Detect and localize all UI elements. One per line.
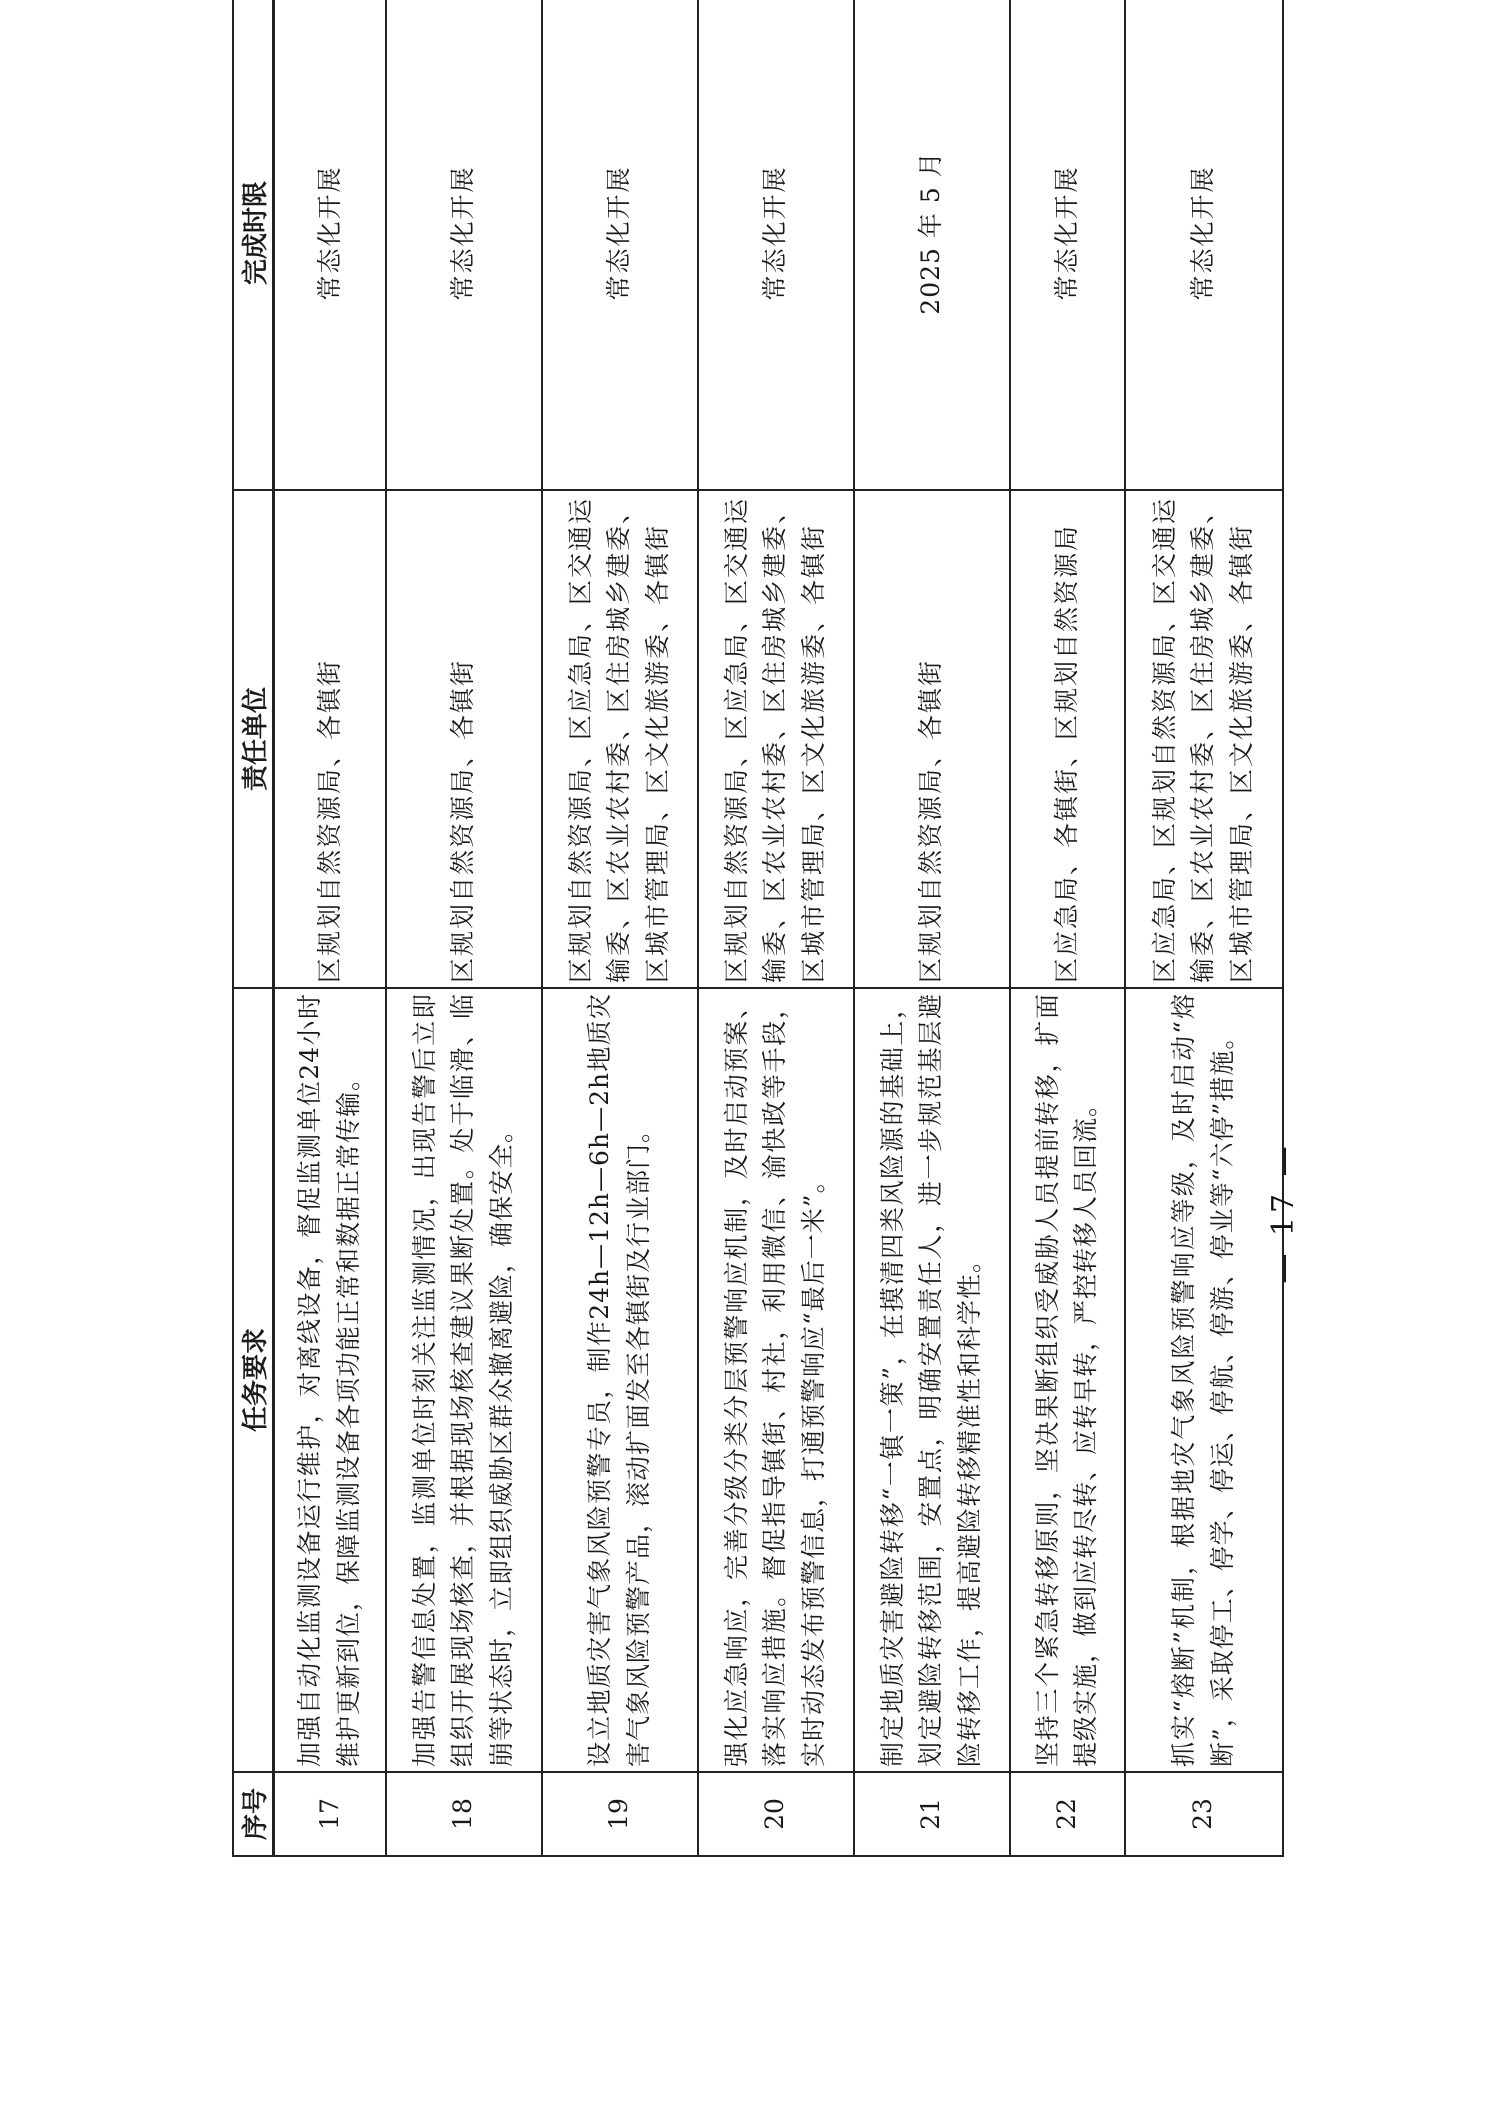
responsible-unit: 区规划自然资源局、各镇街 xyxy=(274,490,386,988)
task-requirement: 加强自动化监测设备运行维护，对离线设备，督促监测单位24小时维护更新到位，保障监测设备各项功能正常和数据正常传输。 xyxy=(274,988,386,1772)
completion-deadline: 常态化开展 xyxy=(1125,0,1283,490)
row-number: 17 xyxy=(274,1772,386,1856)
responsible-unit: 区应急局、各镇街、区规划自然资源局 xyxy=(1010,490,1125,988)
row-number: 18 xyxy=(386,1772,542,1856)
table-row xyxy=(274,0,386,1856)
row-number: 23 xyxy=(1125,1772,1283,1856)
task-requirement: 抓实“熔断”机制，根据地灾气象风险预警响应等级，及时启动“熔断”，采取停工、停学、停运、停航、停游、停业等“六停”措施。 xyxy=(1125,988,1283,1772)
row-number: 20 xyxy=(698,1772,854,1856)
task-requirement: 强化应急响应，完善分级分类分层预警响应机制，及时启动预案、落实响应措施。督促指导镇街、村社，利用微信、渝快政等手段，实时动态发布预警信息，打通预警响应“最后一米”。 xyxy=(698,988,854,1772)
row-number: 19 xyxy=(542,1772,698,1856)
task-table xyxy=(232,0,1284,1857)
table-row xyxy=(386,0,542,1856)
completion-deadline: 常态化开展 xyxy=(542,0,698,490)
page-number: — 17 — xyxy=(1266,1142,1301,1284)
header-unit: 责任单位 xyxy=(233,490,274,988)
responsible-unit: 区规划自然资源局、区应急局、区交通运输委、区农业农村委、区住房城乡建委、区城市管理局、区文化旅游委、各镇街 xyxy=(698,490,854,988)
responsible-unit: 区规划自然资源局、各镇街 xyxy=(854,490,1010,988)
completion-deadline: 常态化开展 xyxy=(274,0,386,490)
row-number: 21 xyxy=(854,1772,1010,1856)
completion-deadline: 常态化开展 xyxy=(1010,0,1125,490)
responsible-unit: 区应急局、区规划自然资源局、区交通运输委、区农业农村委、区住房城乡建委、区城市管理局、区文化旅游委、各镇街 xyxy=(1125,490,1283,988)
completion-deadline: 常态化开展 xyxy=(698,0,854,490)
task-requirement: 设立地质灾害气象风险预警专员，制作24h—12h—6h—2h地质灾害气象风险预警产品，滚动扩面发至各镇街及行业部门。 xyxy=(542,988,698,1772)
header-no: 序号 xyxy=(233,1772,274,1856)
completion-deadline: 2025 年 5 月 xyxy=(854,0,1010,490)
table-row xyxy=(1010,0,1125,1856)
task-requirement: 加强告警信息处置，监测单位时刻关注监测情况，出现告警后立即组织开展现场核查，并根据现场核查建议果断处置。处于临滑、临崩等状态时，立即组织威胁区群众撤离避险，确保安全。 xyxy=(386,988,542,1772)
header-deadline: 完成时限 xyxy=(233,0,274,490)
row-number: 22 xyxy=(1010,1772,1125,1856)
table-row xyxy=(854,0,1010,1856)
responsible-unit: 区规划自然资源局、区应急局、区交通运输委、区农业农村委、区住房城乡建委、区城市管理局、区文化旅游委、各镇街 xyxy=(542,490,698,988)
table-row xyxy=(542,0,698,1856)
table-row xyxy=(698,0,854,1856)
table-row xyxy=(1125,0,1283,1856)
task-requirement: 坚持三个紧急转移原则，坚决果断组织受威胁人员提前转移，扩面提级实施，做到应转尽转、应转早转，严控转移人员回流。 xyxy=(1010,988,1125,1772)
task-requirement: 制定地质灾害避险转移“一镇一策”，在摸清四类风险源的基础上，划定避险转移范围，安置点，明确安置责任人，进一步规范基层避险转移工作，提高避险转移精准性和科学性。 xyxy=(854,988,1010,1772)
responsible-unit: 区规划自然资源局、各镇街 xyxy=(386,490,542,988)
table-header-row xyxy=(233,0,274,1856)
completion-deadline: 常态化开展 xyxy=(386,0,542,490)
header-task: 任务要求 xyxy=(233,988,274,1772)
